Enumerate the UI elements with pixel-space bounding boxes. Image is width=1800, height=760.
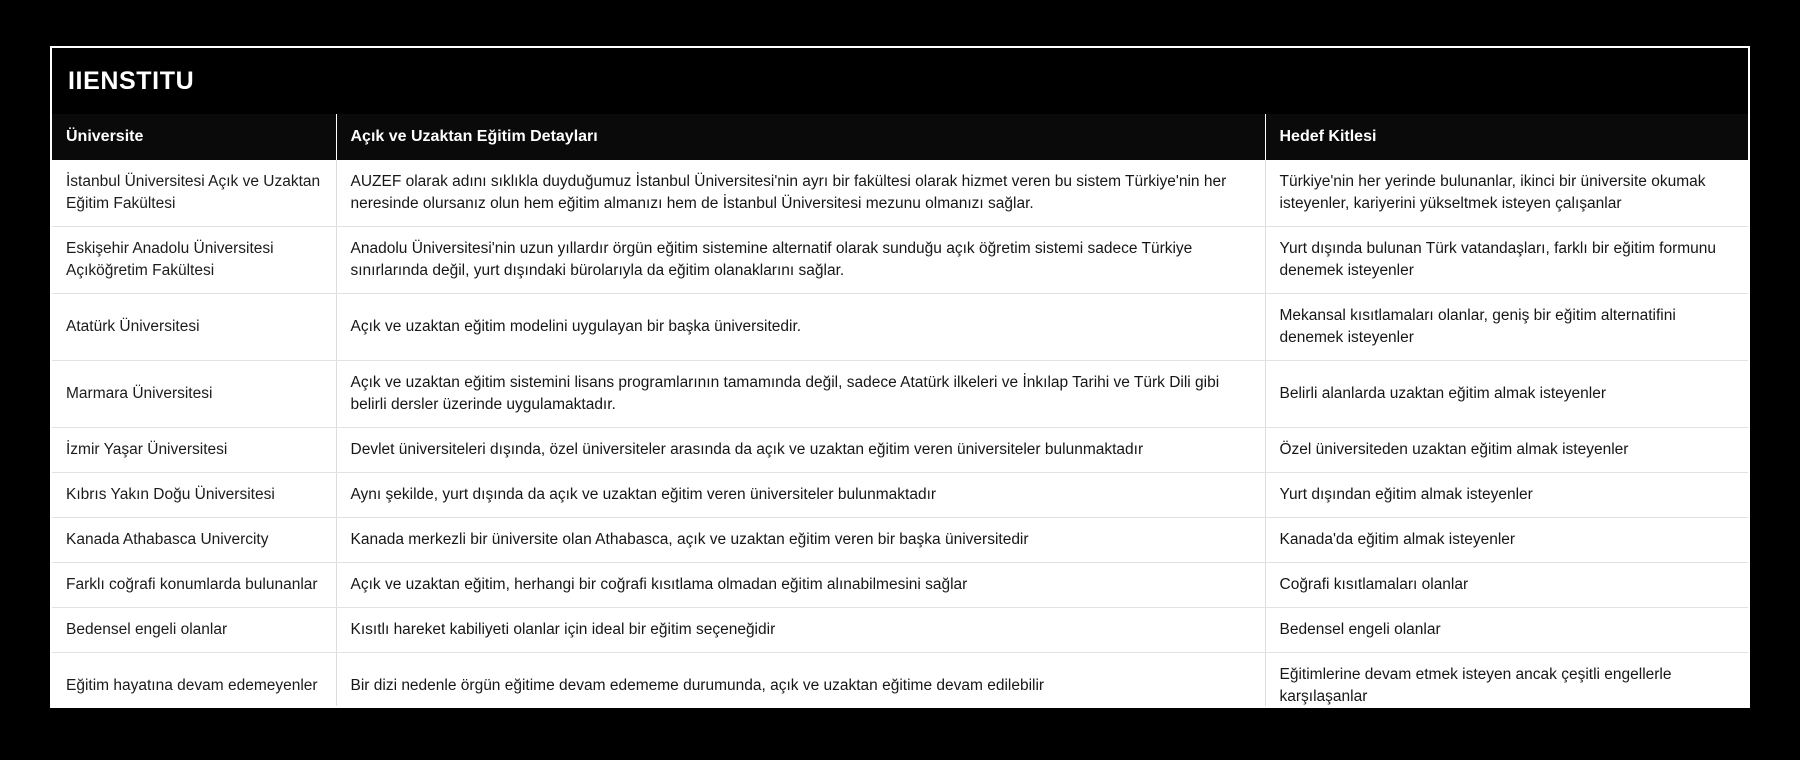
column-header-university: Üniversite xyxy=(52,114,336,160)
cell-details: Açık ve uzaktan eğitim modelini uygulayan bir başka üniversitedir. xyxy=(336,294,1265,361)
cell-audience: Coğrafi kısıtlamaları olanlar xyxy=(1265,563,1748,608)
cell-university: Eskişehir Anadolu Üniversitesi Açıköğretim Fakültesi xyxy=(52,227,336,294)
cell-university: Atatürk Üniversitesi xyxy=(52,294,336,361)
cell-university: Bedensel engeli olanlar xyxy=(52,608,336,653)
cell-university: Farklı coğrafi konumlarda bulunanlar xyxy=(52,563,336,608)
cell-university: Kıbrıs Yakın Doğu Üniversitesi xyxy=(52,473,336,518)
table-row xyxy=(52,518,1748,563)
table-row xyxy=(52,473,1748,518)
cell-audience: Belirli alanlarda uzaktan eğitim almak isteyenler xyxy=(1265,361,1748,428)
cell-details: Devlet üniversiteleri dışında, özel üniversiteler arasında da açık ve uzaktan eğitim veren üniversiteler bulunmaktadır xyxy=(336,428,1265,473)
brand-title: IIENSTITU xyxy=(68,66,195,95)
table-scroll-area xyxy=(52,114,1748,706)
table-row xyxy=(52,608,1748,653)
table-row xyxy=(52,160,1748,227)
table-row xyxy=(52,428,1748,473)
cell-audience: Bedensel engeli olanlar xyxy=(1265,608,1748,653)
cell-details: Anadolu Üniversitesi'nin uzun yıllardır örgün eğitim sistemine alternatif olarak sunduğu açık öğretim sistemi sadece Türkiye sınırlarında değil, yurt dışındaki bürolarıyla da eğitim olanaklarını sağlar. xyxy=(336,227,1265,294)
cell-audience: Türkiye'nin her yerinde bulunanlar, ikinci bir üniversite okumak isteyenler, kariyerini yükseltmek isteyen çalışanlar xyxy=(1265,160,1748,227)
table-row xyxy=(52,227,1748,294)
cell-university: İzmir Yaşar Üniversitesi xyxy=(52,428,336,473)
cell-details: Kısıtlı hareket kabiliyeti olanlar için ideal bir eğitim seçeneğidir xyxy=(336,608,1265,653)
cell-audience: Yurt dışında bulunan Türk vatandaşları, farklı bir eğitim formunu denemek isteyenler xyxy=(1265,227,1748,294)
cell-details: Açık ve uzaktan eğitim, herhangi bir coğrafi kısıtlama olmadan eğitim alınabilmesini sağlar xyxy=(336,563,1265,608)
cell-audience: Kanada'da eğitim almak isteyenler xyxy=(1265,518,1748,563)
table-body xyxy=(52,160,1748,706)
cell-university: Kanada Athabasca Univercity xyxy=(52,518,336,563)
cell-university: Eğitim hayatına devam edemeyenler xyxy=(52,653,336,706)
cell-details: AUZEF olarak adını sıklıkla duyduğumuz İstanbul Üniversitesi'nin ayrı bir fakültesi olarak hizmet veren bu sistem Türkiye'nin her neresinde olursanız olun hem eğitim almanızı hem de İstanbul Üniversitesi mezunu olmanızı sağlar. xyxy=(336,160,1265,227)
cell-details: Açık ve uzaktan eğitim sistemini lisans programlarının tamamında değil, sadece Atatürk ilkeleri ve İnkılap Tarihi ve Türk Dili gibi belirli dersler üzerinde uygulamaktadır. xyxy=(336,361,1265,428)
cell-details: Kanada merkezli bir üniversite olan Athabasca, açık ve uzaktan eğitim veren bir başka üniversitedir xyxy=(336,518,1265,563)
brand-bar xyxy=(52,48,1748,114)
cell-details: Bir dizi nedenle örgün eğitime devam edememe durumunda, açık ve uzaktan eğitime devam edilebilir xyxy=(336,653,1265,706)
cell-audience: Yurt dışından eğitim almak isteyenler xyxy=(1265,473,1748,518)
table-header xyxy=(52,114,1748,160)
table-row xyxy=(52,653,1748,706)
table-row xyxy=(52,294,1748,361)
table-row xyxy=(52,361,1748,428)
universities-table xyxy=(52,114,1748,706)
table-row xyxy=(52,563,1748,608)
table-header-row xyxy=(52,114,1748,160)
cell-audience: Eğitimlerine devam etmek isteyen ancak çeşitli engellerle karşılaşanlar xyxy=(1265,653,1748,706)
table-frame xyxy=(50,46,1750,708)
cell-audience: Özel üniversiteden uzaktan eğitim almak isteyenler xyxy=(1265,428,1748,473)
cell-university: Marmara Üniversitesi xyxy=(52,361,336,428)
cell-details: Aynı şekilde, yurt dışında da açık ve uzaktan eğitim veren üniversiteler bulunmaktadır xyxy=(336,473,1265,518)
column-header-details: Açık ve Uzaktan Eğitim Detayları xyxy=(336,114,1265,160)
column-header-audience: Hedef Kitlesi xyxy=(1265,114,1748,160)
cell-university: İstanbul Üniversitesi Açık ve Uzaktan Eğitim Fakültesi xyxy=(52,160,336,227)
cell-audience: Mekansal kısıtlamaları olanlar, geniş bir eğitim alternatifini denemek isteyenler xyxy=(1265,294,1748,361)
